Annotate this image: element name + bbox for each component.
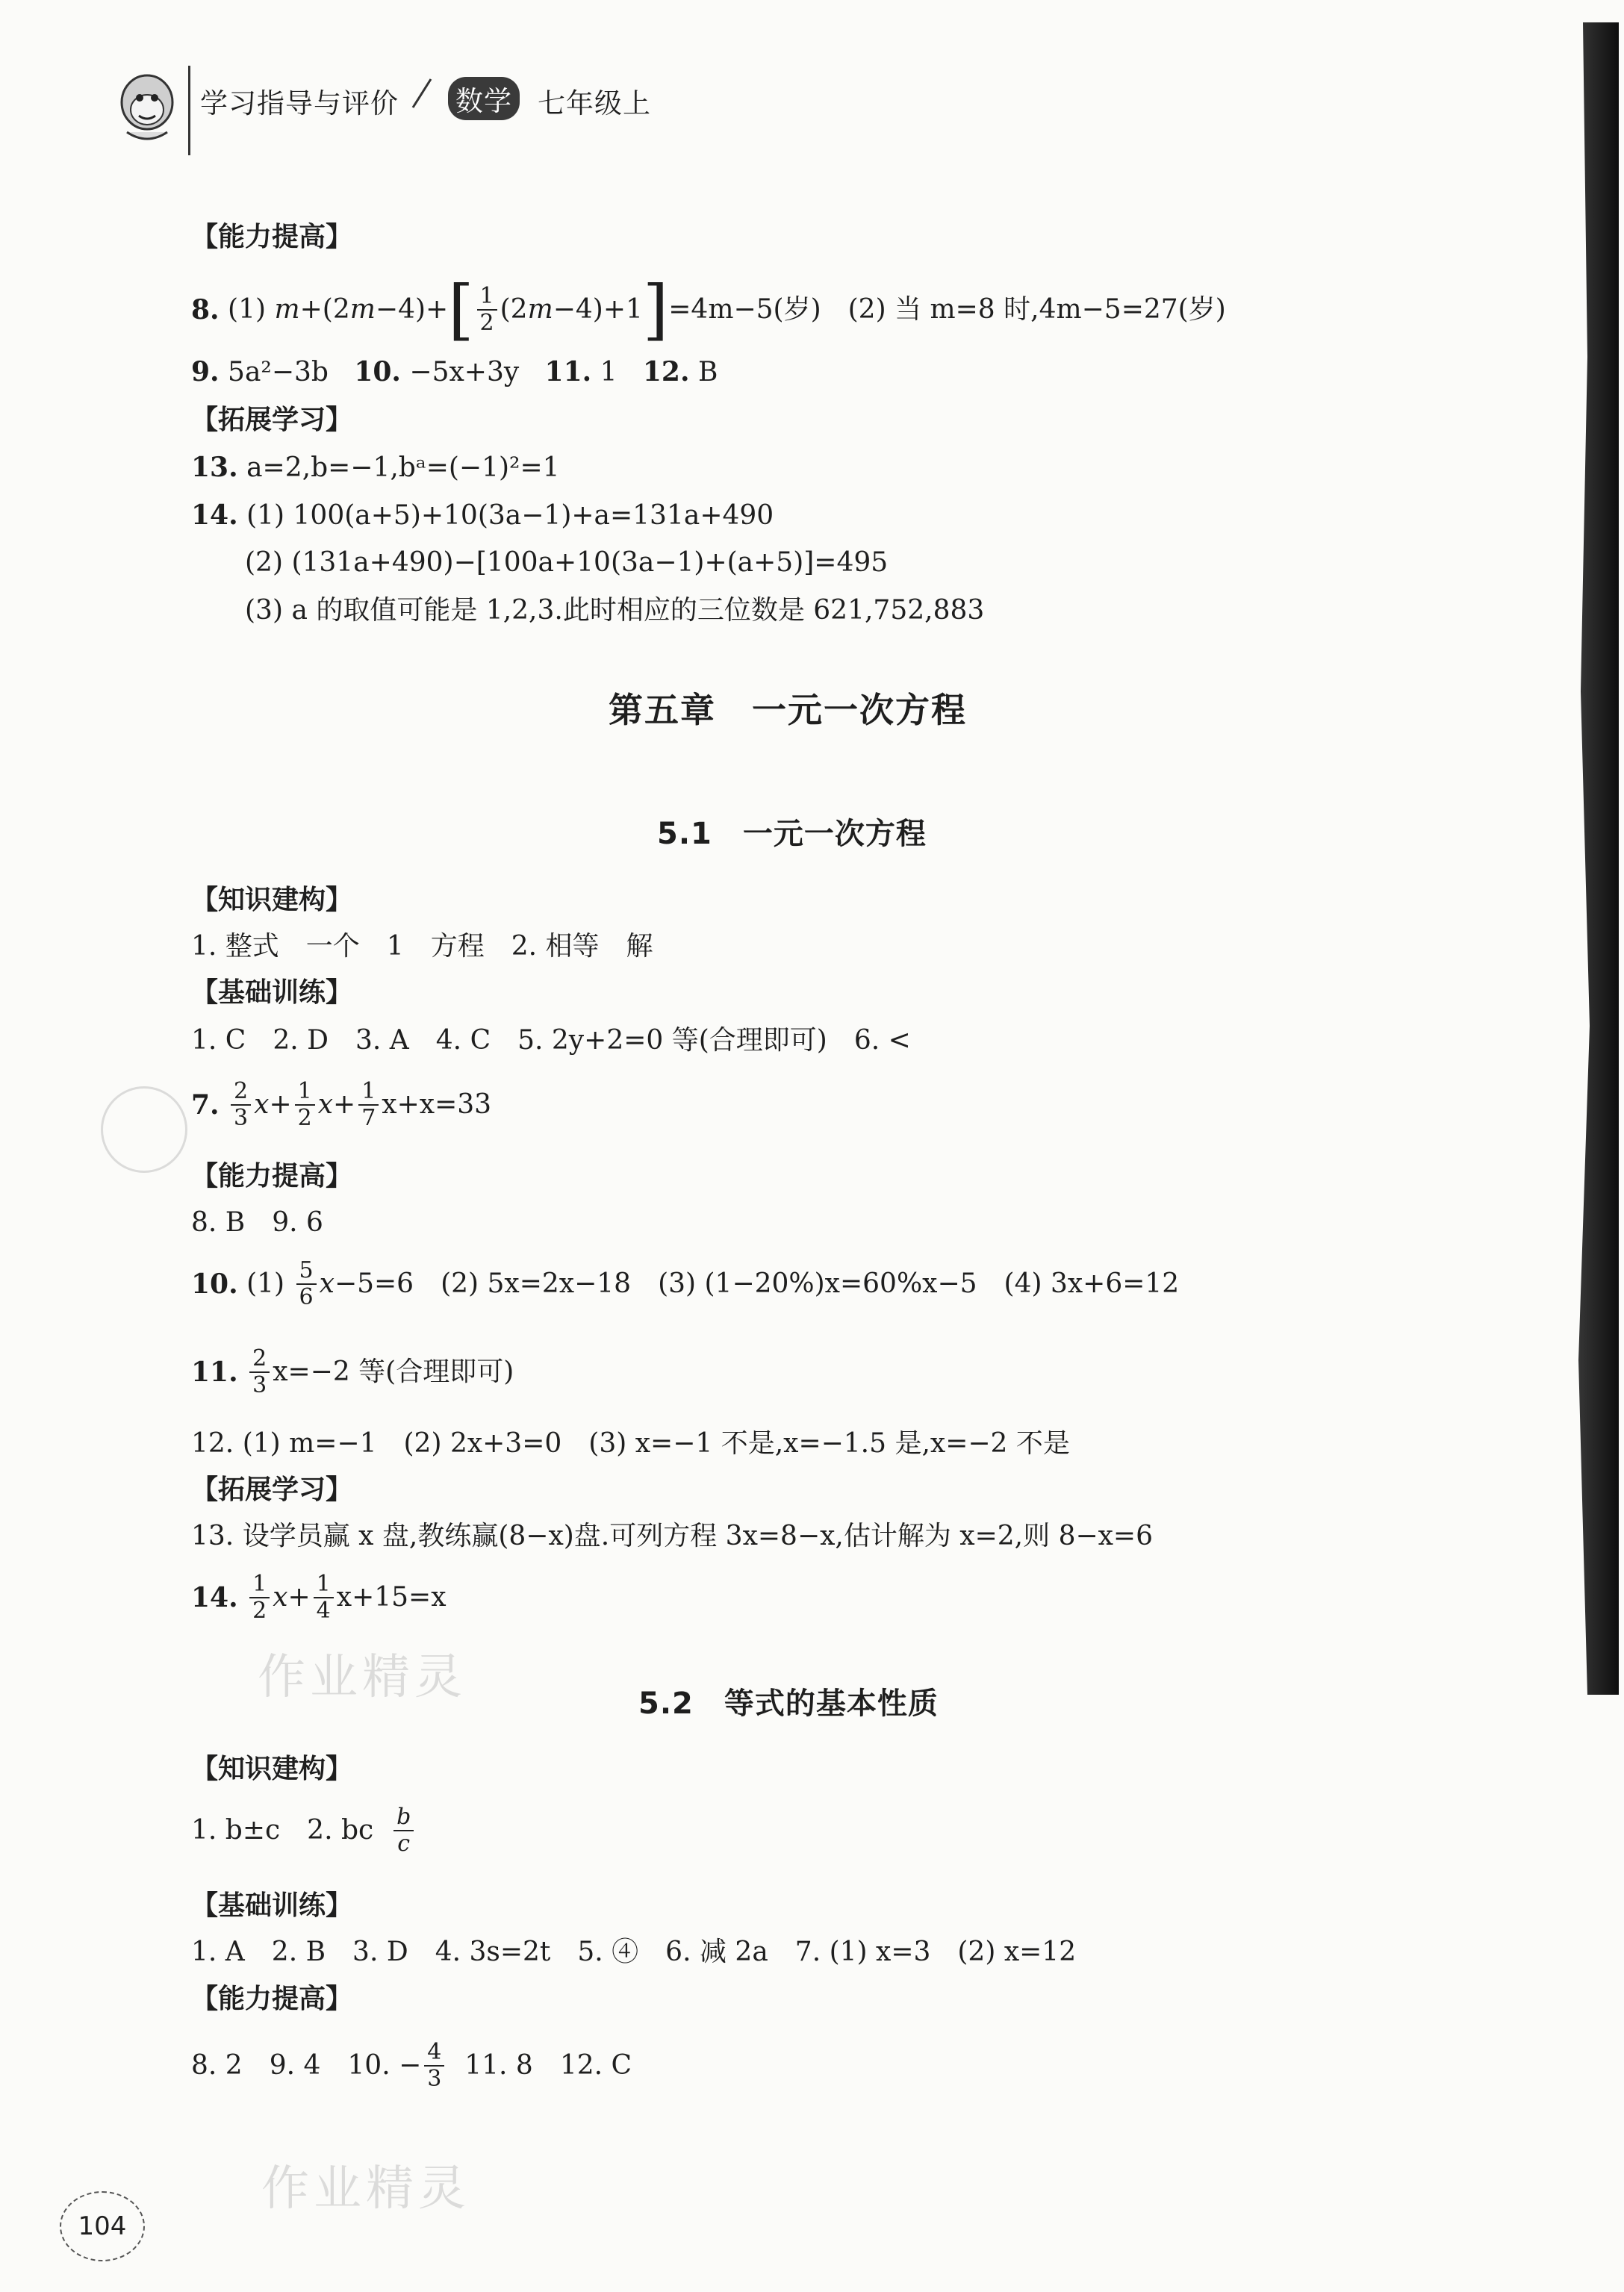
answer-q13-prev: 13. a=2,b=−1,bᵃ=(−1)²=1	[191, 452, 560, 483]
grade-label: 七年级上	[538, 87, 651, 119]
e14-tail: x+15=x	[336, 1582, 447, 1613]
heading-basic-52: 【基础训练】	[191, 1890, 353, 1921]
fraction-1-2: $\frac{1}{2}$	[295, 1079, 315, 1132]
fraction-1-7: $\frac{1}{7}$	[358, 1079, 379, 1132]
answer-51-a11: 11. $\frac{2}{3}$ x=−2 等(合理即可)	[191, 1345, 514, 1398]
subject-label: 数学	[448, 77, 520, 120]
answer-51-b1: 1. C 2. D 3. A 4. C 5. 2y+2=0 等(合理即可) 6. <	[191, 1025, 911, 1056]
q8-part1: (1)	[228, 294, 267, 325]
q11-answer: 1	[600, 357, 617, 387]
fraction-half: $\frac{1}{2}$	[477, 284, 497, 337]
heading-expand-51: 【拓展学习】	[191, 1474, 353, 1505]
answer-q14-2: (2) (131a+490)−[100a+10(3a−1)+(a+5)]=495	[245, 547, 889, 578]
answer-51-e14: 14. $\frac{1}{2}$ x + $\frac{1}{4}$ x+15=x	[191, 1570, 447, 1624]
chapter-title: 第五章 一元一次方程	[609, 690, 967, 730]
answer-q9-q12: 9. 5a²−3b 10. −5x+3y 11. 1 12. B	[191, 356, 718, 387]
answer-51-k1: 1. 整式 一个 1 方程 2. 相等 解	[191, 931, 653, 962]
fraction-2-3-b: $\frac{2}{3}$	[249, 1346, 270, 1399]
right-bracket: ]	[642, 270, 669, 348]
page-number	[60, 2191, 145, 2261]
answer-52-b1: 1. A 2. B 3. D 4. 3s=2t 5. ④ 6. 减 2a 7. (1) x=3 (2) x=12	[191, 1937, 1077, 1967]
watermark-bottom: 作业精灵	[261, 2161, 470, 2217]
answer-52-k1	[191, 1799, 417, 1862]
q8-expr-b: (2m−4)+1	[500, 294, 643, 325]
q10-answer: −5x+3y	[409, 357, 520, 387]
k1-text: 1. b±c 2. bc	[191, 1815, 374, 1846]
heading-ability-52: 【能力提高】	[191, 1984, 353, 2014]
mascot-logo	[112, 63, 183, 146]
q8-number: 8.	[191, 294, 220, 326]
heading-ability-51: 【能力提高】	[191, 1161, 353, 1192]
header-divider	[188, 66, 190, 155]
fraction-1-4: $\frac{1}{4}$	[314, 1572, 334, 1625]
section-5-1-title: 5.1 一元一次方程	[657, 817, 927, 851]
q12-answer: B	[697, 357, 718, 387]
a11-12-text: 11. 8 12. C	[464, 2050, 632, 2081]
answer-51-a10: 10. (1) $\frac{5}{6}$ x −5=6 (2) 5x=2x−18 (3) (1−20%)x=60%x−5 (4) 3x+6=12	[191, 1256, 1180, 1310]
fraction-5-6: $\frac{5}{6}$	[296, 1258, 317, 1311]
answer-q14-3: (3) a 的取值可能是 1,2,3.此时相应的三位数是 621,752,883	[245, 595, 985, 626]
answer-51-a12: 12. (1) m=−1 (2) 2x+3=0 (3) x=−1 不是,x=−1.5 是,x=−2 不是	[191, 1428, 1070, 1459]
slash-divider	[407, 75, 437, 115]
q8-expr-a: m+(2m−4)+	[274, 294, 449, 325]
book-title: 学习指导与评价	[200, 87, 399, 119]
answer-51-e13: 13. 设学员赢 x 盘,教练赢(8−x)盘.可列方程 3x=8−x,估计解为 x=2,则 8−x=6	[191, 1521, 1154, 1551]
answer-q8	[191, 270, 1226, 348]
heading-ability-prev: 【能力提高】	[191, 222, 353, 252]
answer-51-b7: 7. $\frac{2}{3}$ x + $\frac{1}{2}$ x + $\frac{1}{7}$ x+x=33	[191, 1077, 492, 1131]
answer-52-a8	[191, 2034, 632, 2097]
watermark-mid: 作业精灵	[258, 1650, 467, 1705]
q13-text: a=2,b=−1,bᵃ=(−1)²=1	[246, 452, 560, 483]
answer-51-a8: 8. B 9. 6	[191, 1207, 323, 1238]
a8-text: 8. 2 9. 4 10. −	[191, 2050, 422, 2081]
heading-basic-51: 【基础训练】	[191, 977, 353, 1008]
fraction-4-3: $\frac{4}{3}$	[424, 2040, 444, 2093]
q14-part1: (1) 100(a+5)+10(3a−1)+a=131a+490	[246, 500, 774, 531]
b7-tail: x+x=33	[382, 1089, 492, 1120]
left-bracket: [	[448, 270, 474, 348]
page-number-text: 104	[78, 2211, 127, 2241]
q8-tail: =4m−5(岁) (2) 当 m=8 时,4m−5=27(岁)	[668, 294, 1226, 325]
subject-badge	[448, 77, 520, 120]
scan-edge	[1574, 22, 1619, 1695]
q9-answer: 5a²−3b	[228, 357, 329, 387]
a11-tail: x=−2 等(合理即可)	[273, 1357, 514, 1387]
heading-knowledge-51: 【知识建构】	[191, 885, 353, 915]
fraction-2-3: $\frac{2}{3}$	[231, 1079, 251, 1132]
heading-knowledge-52: 【知识建构】	[191, 1754, 353, 1784]
fraction-1-2-b: $\frac{1}{2}$	[249, 1572, 270, 1625]
a10-tail: −5=6 (2) 5x=2x−18 (3) (1−20%)x=60%x−5 (4) 3x+6=12	[334, 1268, 1180, 1299]
section-5-2-title: 5.2 等式的基本性质	[638, 1687, 939, 1721]
fraction-b-c: $\frac{b}{c}$	[393, 1804, 414, 1857]
watermark-stamp	[101, 1086, 187, 1173]
answer-q14-1: 14. (1) 100(a+5)+10(3a−1)+a=131a+490	[191, 499, 774, 531]
heading-expand-prev: 【拓展学习】	[191, 405, 353, 435]
